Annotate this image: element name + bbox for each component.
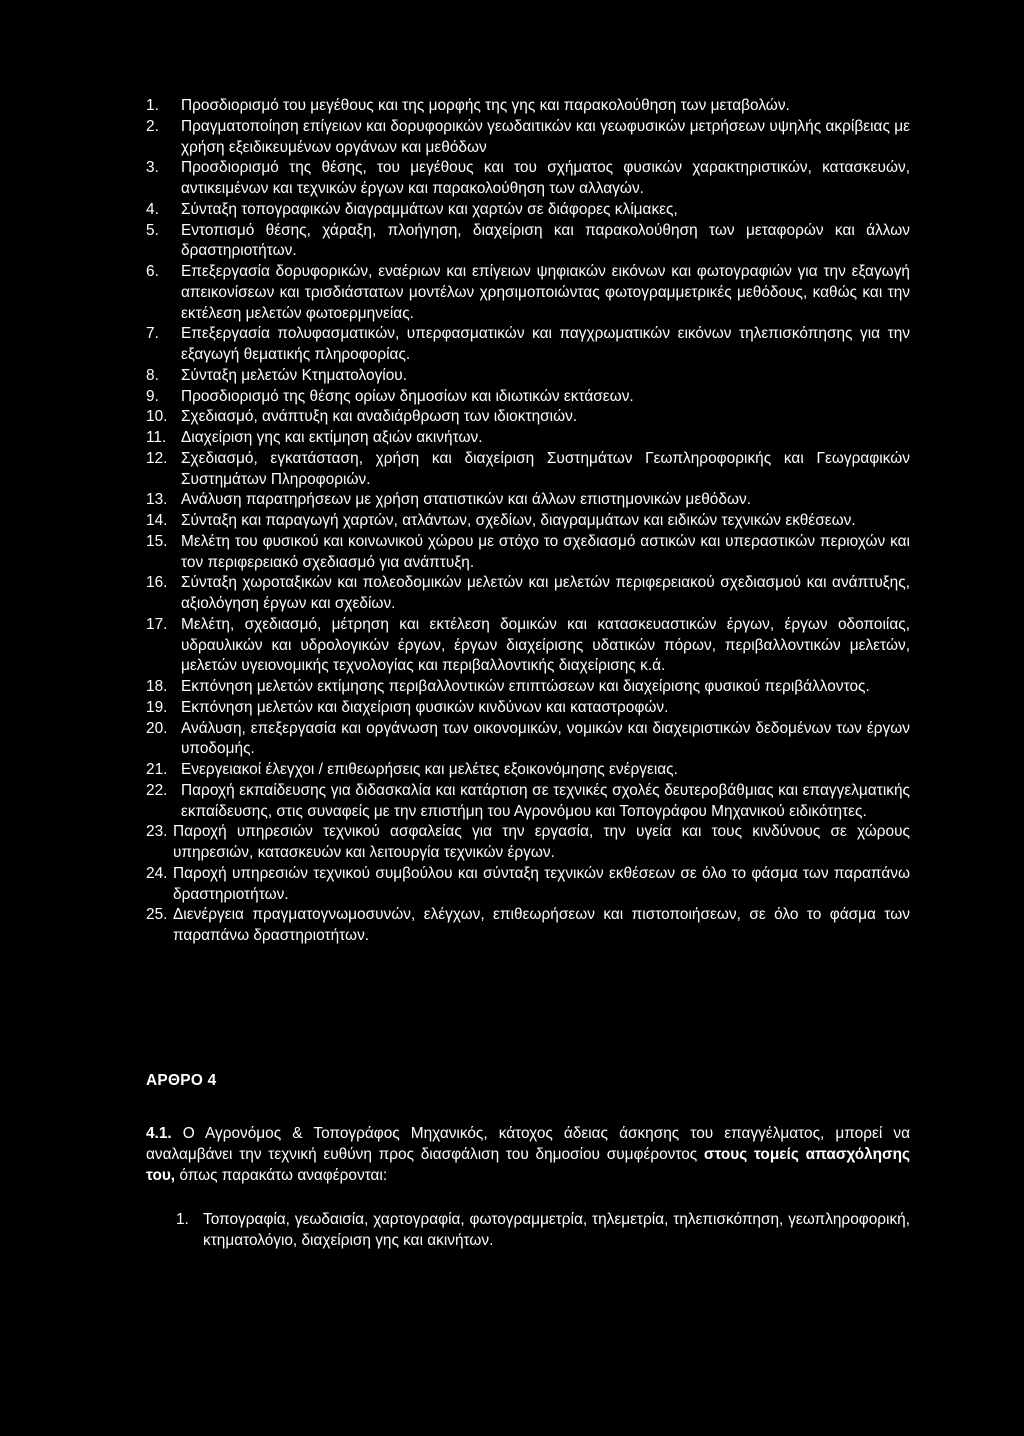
item-text: Σύνταξη χωροταξικών και πολεοδομικών μελετών και μελετών περιφερειακού σχεδιασμού και ανάπτυξης, αξιολόγηση έργων και σχεδίων. xyxy=(181,574,910,612)
paragraph-emphasis: στους τομείς απασχόλησης του, xyxy=(146,1145,910,1184)
item-number: 8. xyxy=(146,366,159,384)
item-text: Διενέργεια πραγματογνωμοσυνών, ελέγχων, επιθεωρήσεων και πιστοποιήσεων, σε όλο το φάσμα των παραπάνω δραστηριοτήτων. xyxy=(173,906,910,944)
item-number: 9. xyxy=(146,387,159,405)
item-number: 17. xyxy=(146,615,168,633)
list-item xyxy=(146,221,910,263)
item-text: Προσδιορισμό του μεγέθους και της μορφής της γης και παρακολούθηση των μεταβολών. xyxy=(181,97,790,114)
article-heading: ΑΡΘΡΟ 4 xyxy=(146,1072,217,1089)
list-item xyxy=(146,490,910,511)
list-item xyxy=(146,324,910,366)
item-number: 22. xyxy=(146,781,168,799)
item-number: 11. xyxy=(146,429,167,446)
list-item xyxy=(146,262,910,324)
item-number: 19. xyxy=(146,698,168,716)
list-item xyxy=(146,96,910,117)
item-number: 1. xyxy=(146,97,159,114)
item-text: Παροχή υπηρεσιών τεχνικού συμβούλου και σύνταξη τεχνικών εκθέσεων σε όλο το φάσμα των παραπάνω δραστηριοτήτων. xyxy=(173,864,910,903)
item-number: 16. xyxy=(146,574,168,592)
item-text: Προσδιορισμό της θέσης ορίων δημοσίων και ιδιωτικών εκτάσεων. xyxy=(181,387,634,405)
list-item xyxy=(146,677,910,698)
item-text: Σύνταξη μελετών Κτηματολογίου. xyxy=(181,366,408,384)
item-text: Σύνταξη και παραγωγή χαρτών, ατλάντων, σχεδίων, διαγραμμάτων και ειδικών τεχνικών εκθέσεων. xyxy=(181,512,856,529)
list-item xyxy=(176,1210,910,1252)
list-item xyxy=(146,698,910,719)
item-text: Τοπογραφία, γεωδαισία, χαρτογραφία, φωτογραμμετρία, τηλεμετρία, τηλεπισκόπηση, γεωπληροφορική, κτηματολόγιο, διαχείριση γης και ακινήτων. xyxy=(203,1211,910,1249)
activities-list xyxy=(146,96,910,947)
paragraph-outro: όπως παρακάτω αναφέρονται: xyxy=(175,1166,388,1184)
item-text: Μελέτη του φυσικού και κοινωνικού χώρου με στόχο το σχεδιασμό αστικών και υπεραστικών περιοχών και τον περιφερειακό σχεδιασμό για ανάπτυξη. xyxy=(181,532,910,571)
item-text: Σύνταξη τοπογραφικών διαγραμμάτων και χαρτών σε διάφορες κλίμακες, xyxy=(181,200,678,218)
item-text: Επεξεργασία πολυφασματικών, υπερφασματικών και παγχρωματικών εικόνων τηλεπισκόπησης για την εξαγωγή θεματικής πληροφορίας. xyxy=(181,325,910,363)
item-number: 24. xyxy=(146,864,168,882)
list-item xyxy=(146,573,910,615)
list-item xyxy=(146,781,910,823)
item-number: 2. xyxy=(146,117,159,135)
item-text: Ανάλυση, επεξεργασία και οργάνωση των οικονομικών, νομικών και διαχειριστικών δεδομένων των έργων υποδομής. xyxy=(181,719,910,758)
list-item xyxy=(146,511,910,532)
item-number: 7. xyxy=(146,325,159,343)
article-paragraph xyxy=(146,1124,910,1187)
item-number: 12. xyxy=(146,449,168,467)
item-text: Ανάλυση παρατηρήσεων με χρήση στατιστικών και άλλων επιστημονικών μεθόδων. xyxy=(181,491,751,509)
item-text: Εκπόνηση μελετών και διαχείριση φυσικών κινδύνων και καταστροφών. xyxy=(181,698,669,716)
item-text: Παροχή υπηρεσιών τεχνικού ασφαλείας για την εργασία, την υγεία και τους κινδύνους σε χώρους υπηρεσιών, κατασκευών και λειτουργία τεχνικών έργων. xyxy=(173,823,910,861)
list-item xyxy=(146,822,910,864)
list-item xyxy=(146,905,910,947)
item-number: 15. xyxy=(146,532,168,550)
list-item xyxy=(146,719,910,761)
list-item xyxy=(146,387,910,408)
item-text: Σχεδιασμό, ανάπτυξη και αναδιάρθρωση των ιδιοκτησιών. xyxy=(181,408,578,426)
item-text: Προσδιορισμό της θέσης, του μεγέθους και του σχήματος φυσικών χαρακτηριστικών, κατασκευών, αντικειμένων και τεχνικών έργων και παρακολούθηση των αλλαγών. xyxy=(181,159,910,197)
list-item xyxy=(146,615,910,677)
item-number: 18. xyxy=(146,678,168,695)
list-item xyxy=(146,449,910,491)
item-text: Εκπόνηση μελετών εκτίμησης περιβαλλοντικών επιπτώσεων και διαχείρισης φυσικού περιβάλλοντος. xyxy=(181,678,870,695)
item-text: Πραγματοποίηση επίγειων και δορυφορικών γεωδαιτικών και γεωφυσικών μετρήσεων υψηλής ακρίβειας με χρήση εξειδικευμένων οργάνων και μεθόδων xyxy=(181,117,910,156)
item-text: Διαχείριση γης και εκτίμηση αξιών ακινήτων. xyxy=(181,429,483,446)
list-item xyxy=(146,428,910,449)
item-text: Ενεργειακοί έλεγχοι / επιθεωρήσεις και μελέτες εξοικονόμησης ενέργειας. xyxy=(181,761,678,778)
item-number: 14. xyxy=(146,512,168,529)
item-text: Μελέτη, σχεδιασμό, μέτρηση και εκτέλεση δομικών και κατασκευαστικών έργων, έργων οδοποιίας, υδραυλικών και υδρολογικών έργων, έργων διαχείρισης υδατικών πόρων, περιβαλλοντικών μελετών, μελετών υγειονομικής τεχνολογίας και περιβαλλοντικής διαχείρισης κ.ά. xyxy=(181,615,910,675)
item-number: 1. xyxy=(176,1211,189,1228)
list-item xyxy=(146,158,910,200)
list-item xyxy=(146,532,910,574)
list-item xyxy=(146,760,910,781)
item-text: Επεξεργασία δορυφορικών, εναέριων και επίγειων ψηφιακών εικόνων και φωτογραφιών για την εξαγωγή απεικονίσεων και τρισδιάστατων μοντέλων χρησιμοποιώντας φωτογραμμετρικές μεθόδους, καθώς και την εκτέλεση μελετών φωτοερμηνείας. xyxy=(181,263,910,322)
sectors-list xyxy=(176,1210,910,1252)
list-item xyxy=(146,117,910,159)
item-number: 23. xyxy=(146,823,168,841)
item-number: 6. xyxy=(146,263,159,280)
list-item xyxy=(146,200,910,221)
item-number: 4. xyxy=(146,200,159,218)
item-text: Εντοπισμό θέσης, χάραξη, πλοήγηση, διαχείριση και παρακολούθηση των μεταφορών και άλλων δραστηριοτήτων. xyxy=(181,221,910,260)
item-text: Σχεδιασμό, εγκατάσταση, χρήση και διαχείριση Συστημάτων Γεωπληροφορικής και Γεωγραφικών Συστημάτων Πληροφοριών. xyxy=(181,449,910,488)
item-number: 5. xyxy=(146,221,159,239)
item-number: 21. xyxy=(146,761,168,778)
item-number: 13. xyxy=(146,491,168,509)
list-item xyxy=(146,366,910,387)
list-item xyxy=(146,407,910,428)
item-text: Παροχή εκπαίδευσης για διδασκαλία και κατάρτιση σε τεχνικές σχολές δευτεροβάθμιας και επαγγελματικής εκπαίδευσης, στις συναφείς με την επιστήμη του Αγρονόμου και Τοπογράφου Μηχανικού ειδικότητες. xyxy=(181,781,910,820)
paragraph-intro: Ο Αγρονόμος & Τοπογράφος Μηχανικός, κάτοχος άδειας άσκησης του επαγγέλματος, μπορεί να αναλαμβάνει την τεχνική ευθύνη προς διασφάλιση του δημοσίου συμφέροντος xyxy=(146,1125,910,1163)
item-number: 20. xyxy=(146,719,168,737)
item-number: 25. xyxy=(146,906,168,924)
item-number: 3. xyxy=(146,159,159,177)
item-number: 10. xyxy=(146,408,168,426)
list-item xyxy=(146,864,910,906)
section-number: 4.1. xyxy=(146,1125,172,1142)
